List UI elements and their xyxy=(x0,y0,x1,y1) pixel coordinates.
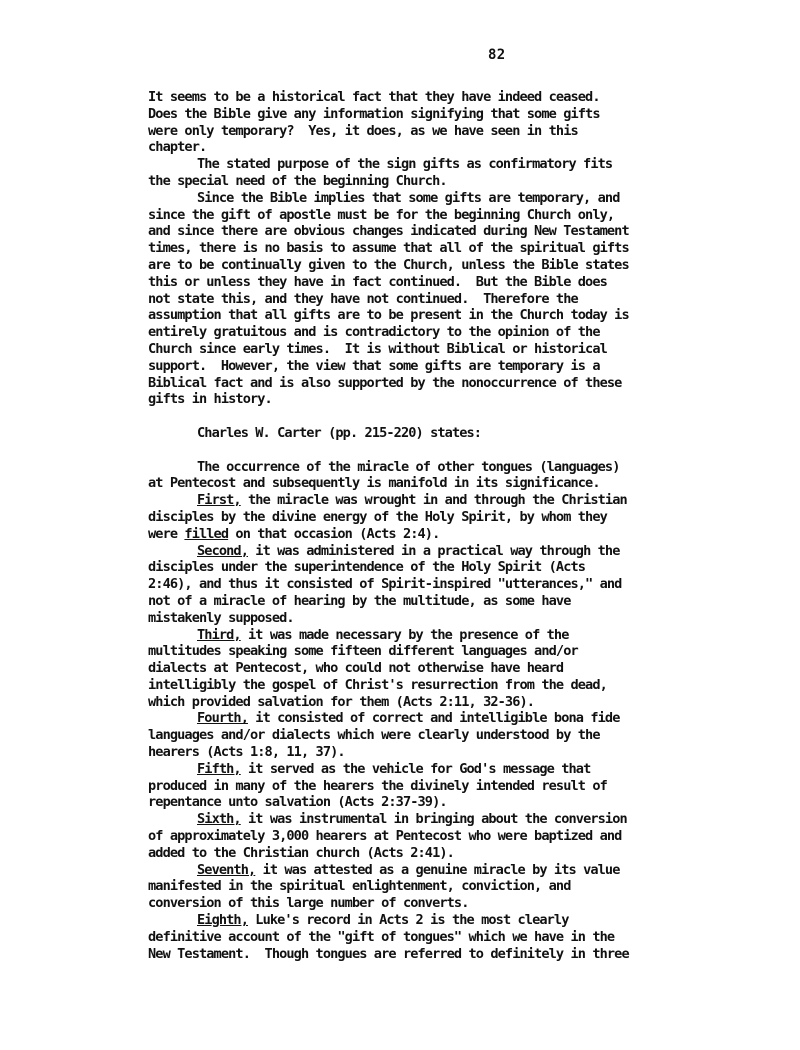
text-line xyxy=(148,710,728,727)
text-segment: languages and/or dialects which were clearly understood by the xyxy=(148,727,600,744)
text-line xyxy=(148,526,728,543)
text-segment: it consisted of correct and intelligible bona fide xyxy=(248,710,620,727)
text-line xyxy=(148,375,728,392)
text-segment: intelligibly the gospel of Christ's resurrection from the dead, xyxy=(148,676,607,693)
text-segment: 2:46), and thus it consisted of Spirit-inspired "utterances," and xyxy=(148,576,622,593)
text-line xyxy=(148,811,728,828)
text-segment: produced in many of the hearers the divinely intended result of xyxy=(148,777,607,794)
text-line xyxy=(148,425,728,442)
text-segment: it was attested as a genuine miracle by its value xyxy=(255,861,620,878)
text-segment: were only temporary? Yes, it does, as we have seen in this xyxy=(148,122,578,139)
text-segment: this or unless they have in fact continued. But the Bible does xyxy=(148,273,607,290)
text-line xyxy=(148,207,728,224)
text-segment: added to the Christian church (Acts 2:41). xyxy=(148,844,454,861)
text-line xyxy=(148,173,728,190)
text-segment: Since the Bible implies that some gifts are temporary, and xyxy=(197,189,620,206)
text-line xyxy=(148,878,728,895)
text-line xyxy=(148,106,728,123)
text-line xyxy=(148,660,728,677)
text-line xyxy=(148,643,728,660)
text-line xyxy=(148,845,728,862)
text-segment: which provided salvation for them (Acts 2:11, 32-36). xyxy=(148,693,535,710)
underlined-text: Sixth, xyxy=(197,811,241,828)
text-line xyxy=(148,912,728,929)
text-line xyxy=(148,559,728,576)
text-segment: on that occasion (Acts 2:4). xyxy=(228,525,440,542)
text-segment: manifested in the spiritual enlightenment, conviction, and xyxy=(148,878,571,895)
text-line xyxy=(148,123,728,140)
blank-line xyxy=(148,408,728,425)
text-line xyxy=(148,240,728,257)
text-segment: chapter. xyxy=(148,139,207,156)
text-line xyxy=(148,509,728,526)
text-segment: Does the Bible give any information signifying that some gifts xyxy=(148,105,600,122)
text-line xyxy=(148,727,728,744)
document-body xyxy=(148,89,728,962)
underlined-text: Fourth, xyxy=(197,710,248,727)
text-line xyxy=(148,828,728,845)
text-segment: multitudes speaking some fifteen different languages and/or xyxy=(148,643,578,660)
text-segment: It seems to be a historical fact that they have indeed ceased. xyxy=(148,89,600,105)
page-number: 82 xyxy=(488,47,506,63)
text-segment: hearers (Acts 1:8, 11, 37). xyxy=(148,744,345,761)
text-line xyxy=(148,593,728,610)
text-line xyxy=(148,761,728,778)
text-line xyxy=(148,223,728,240)
text-segment: since the gift of apostle must be for the beginning Church only, xyxy=(148,206,615,223)
text-line xyxy=(148,694,728,711)
text-segment: The occurrence of the miracle of other tongues (languages) xyxy=(197,458,620,475)
text-line xyxy=(148,929,728,946)
text-line xyxy=(148,139,728,156)
text-line xyxy=(148,358,728,375)
text-line xyxy=(148,677,728,694)
text-segment: Charles W. Carter (pp. 215-220) states: xyxy=(197,424,482,441)
text-line xyxy=(148,794,728,811)
text-segment: not of a miracle of hearing by the multitude, as some have xyxy=(148,592,571,609)
text-segment: New Testament. Though tongues are referred to definitely in three xyxy=(148,945,629,962)
underlined-text: filled xyxy=(184,525,229,542)
text-segment: it was instrumental in bringing about the conversion xyxy=(240,811,627,828)
text-line xyxy=(148,492,728,509)
text-segment: and since there are obvious changes indicated during New Testament xyxy=(148,223,629,240)
underlined-text: Third, xyxy=(197,626,241,643)
text-line xyxy=(148,895,728,912)
underlined-text: Second, xyxy=(197,542,248,559)
text-line xyxy=(148,946,728,963)
underlined-text: Fifth, xyxy=(197,760,241,777)
text-line xyxy=(148,862,728,879)
text-segment: gifts in history. xyxy=(148,391,272,408)
text-segment: The stated purpose of the sign gifts as confirmatory fits xyxy=(197,156,613,173)
text-line xyxy=(148,459,728,476)
text-line xyxy=(148,543,728,560)
text-segment: mistakenly supposed. xyxy=(148,609,294,626)
text-segment: repentance unto salvation (Acts 2:37-39). xyxy=(148,794,447,811)
text-line xyxy=(148,475,728,492)
text-line xyxy=(148,307,728,324)
text-line xyxy=(148,627,728,644)
text-line xyxy=(148,274,728,291)
text-segment: it served as the vehicle for God's message that xyxy=(240,760,591,777)
text-line xyxy=(148,190,728,207)
text-segment: Biblical fact and is also supported by the nonoccurrence of these xyxy=(148,374,622,391)
text-segment: the miracle was wrought in and through the Christian xyxy=(240,492,627,509)
text-segment: the special need of the beginning Church. xyxy=(148,172,447,189)
text-segment: are to be continually given to the Church, unless the Bible states xyxy=(148,256,629,273)
text-segment: disciples under the superintendence of the Holy Spirit (Acts xyxy=(148,559,586,576)
text-segment: it was administered in a practical way through the xyxy=(248,542,620,559)
text-segment: it was made necessary by the presence of the xyxy=(240,626,569,643)
text-line xyxy=(148,391,728,408)
underlined-text: Eighth, xyxy=(197,912,248,929)
text-line xyxy=(148,324,728,341)
text-segment: assumption that all gifts are to be present in the Church today is xyxy=(148,307,629,324)
blank-line xyxy=(148,442,728,459)
text-segment: definitive account of the "gift of tongues" which we have in the xyxy=(148,928,615,945)
text-segment: dialects at Pentecost, who could not otherwise have heard xyxy=(148,660,564,677)
text-line xyxy=(148,610,728,627)
text-segment: Luke's record in Acts 2 is the most clearly xyxy=(248,912,569,929)
text-segment: not state this, and they have not continued. Therefore the xyxy=(148,290,578,307)
text-segment: at Pentecost and subsequently is manifold in its significance. xyxy=(148,475,600,492)
text-line xyxy=(148,576,728,593)
text-segment: of approximately 3,000 hearers at Pentecost who were baptized and xyxy=(148,828,622,845)
underlined-text: First, xyxy=(197,492,241,509)
text-segment: support. However, the view that some gifts are temporary is a xyxy=(148,357,600,374)
text-line xyxy=(148,291,728,308)
text-line xyxy=(148,156,728,173)
text-segment: times, there is no basis to assume that all of the spiritual gifts xyxy=(148,240,629,257)
text-line xyxy=(148,778,728,795)
text-segment: disciples by the divine energy of the Holy Spirit, by whom they xyxy=(148,508,607,525)
underlined-text: Seventh, xyxy=(197,861,256,878)
text-segment: entirely gratuitous and is contradictory to the opinion of the xyxy=(148,324,600,341)
text-line xyxy=(148,744,728,761)
text-segment: conversion of this large number of converts. xyxy=(148,895,469,912)
text-line xyxy=(148,257,728,274)
text-line xyxy=(148,89,728,106)
text-segment: Church since early times. It is without Biblical or historical xyxy=(148,340,607,357)
text-segment: were xyxy=(148,525,185,542)
text-line xyxy=(148,341,728,358)
